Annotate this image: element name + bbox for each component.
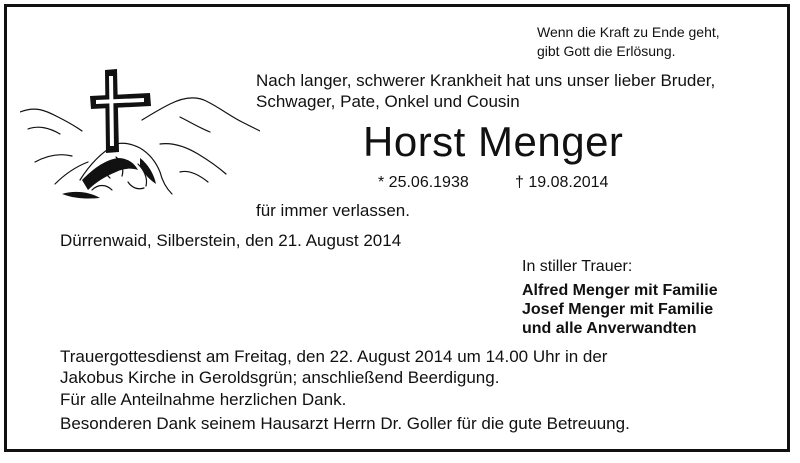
intro-line-1: Nach langer, schwerer Krankheit hat uns unser lieber Bruder, (256, 71, 716, 90)
mourner-1: Alfred Menger mit Familie (522, 282, 718, 299)
deceased-name: Horst Menger (363, 118, 624, 165)
intro-text (256, 70, 715, 112)
mourning-label: In stiller Trauer: (522, 258, 633, 275)
motto-line-1: Wenn die Kraft zu Ende geht, (537, 24, 720, 40)
place-date: Dürrenwaid, Silberstein, den 21. August 2014 (60, 231, 402, 250)
motto-line-2: gibt Gott die Erlösung. (537, 43, 676, 59)
mourner-2: Josef Menger mit Familie (522, 301, 714, 318)
thanks-doctor: Besonderen Dank seinem Hausarzt Herrn Dr. Goller für die gute Betreuung. (60, 414, 630, 433)
motto-quote (537, 23, 767, 61)
mourners-list (522, 281, 718, 338)
birth-date: * 25.06.1938 (378, 174, 469, 191)
mourner-3: und alle Anverwandten (522, 320, 697, 337)
death-date: † 19.08.2014 (515, 174, 609, 191)
service-info (60, 346, 607, 388)
thanks-all: Für alle Anteilnahme herzlichen Dank. (60, 390, 347, 409)
summit-cross-icon (20, 62, 260, 207)
service-line-2: Jakobus Kirche in Geroldsgrün; anschließend Beerdigung. (60, 368, 500, 387)
left-us-text: für immer verlassen. (256, 201, 410, 220)
service-line-1: Trauergottesdienst am Freitag, den 22. August 2014 um 14.00 Uhr in der (60, 347, 608, 366)
intro-line-2: Schwager, Pate, Onkel und Cousin (256, 92, 520, 111)
